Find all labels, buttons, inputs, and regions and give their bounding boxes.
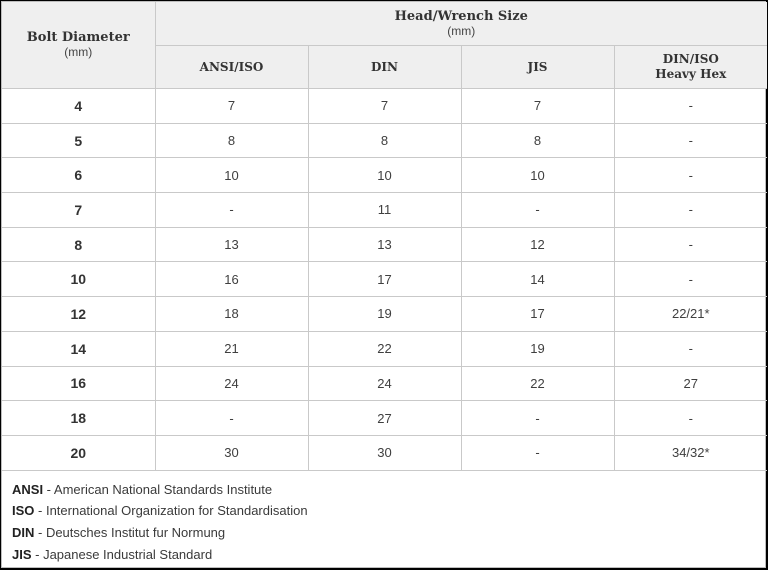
din-cell: 10 xyxy=(308,158,461,193)
din-iso-heavy-hex-cell: - xyxy=(614,227,767,262)
din-iso-heavy-hex-cell: - xyxy=(614,89,767,124)
ansi-iso-cell: 21 xyxy=(155,331,308,366)
jis-cell: - xyxy=(461,193,614,228)
legend-item xyxy=(12,522,755,544)
legend-definition: - International Organization for Standardisation xyxy=(34,503,308,519)
legend-definition: - Deutsches Institut fur Normung xyxy=(34,525,226,541)
ansi-iso-cell: 30 xyxy=(155,435,308,470)
din-cell: 22 xyxy=(308,331,461,366)
wrench-size-header xyxy=(155,2,767,46)
bolt-diameter-title: Bolt Diameter xyxy=(26,30,130,45)
legend-definition: - Japanese Industrial Standard xyxy=(31,546,213,562)
legend-abbreviation: JIS xyxy=(12,546,32,562)
jis-cell: - xyxy=(461,401,614,436)
din-cell: 24 xyxy=(308,366,461,401)
wrench-size-table xyxy=(2,2,767,471)
table-row xyxy=(2,366,767,401)
bolt-diameter-cell: 14 xyxy=(2,331,155,366)
din-cell: 30 xyxy=(308,435,461,470)
table-body xyxy=(2,89,767,471)
bolt-diameter-cell: 7 xyxy=(2,193,155,228)
table-row xyxy=(2,401,767,436)
col-header-din-iso-heavy-hex xyxy=(614,46,767,89)
col-header-ansi-iso: ANSI/ISO xyxy=(155,46,308,89)
din-cell: 13 xyxy=(308,227,461,262)
col-header-jis: JIS xyxy=(461,46,614,89)
jis-cell: 10 xyxy=(461,158,614,193)
bolt-diameter-cell: 16 xyxy=(2,366,155,401)
jis-cell: 19 xyxy=(461,331,614,366)
bolt-diameter-cell: 4 xyxy=(2,89,155,124)
bolt-diameter-cell: 6 xyxy=(2,158,155,193)
din-iso-heavy-hex-cell: - xyxy=(614,158,767,193)
bolt-diameter-header xyxy=(2,2,155,89)
wrench-size-title: Head/Wrench Size xyxy=(394,8,528,24)
col-header-din: DIN xyxy=(308,46,461,89)
legend-item xyxy=(12,500,755,522)
legend-abbreviation: DIN xyxy=(12,525,35,541)
bolt-diameter-cell: 20 xyxy=(2,435,155,470)
bolt-wrench-size-chart xyxy=(1,1,766,568)
jis-cell: - xyxy=(461,435,614,470)
legend-definition: - American National Standards Institute xyxy=(43,481,273,497)
din-cell: 11 xyxy=(308,193,461,228)
table-row xyxy=(2,158,767,193)
jis-cell: 22 xyxy=(461,366,614,401)
bolt-diameter-cell: 12 xyxy=(2,297,155,332)
ansi-iso-cell: 8 xyxy=(155,123,308,158)
bolt-diameter-cell: 8 xyxy=(2,227,155,262)
table-row xyxy=(2,227,767,262)
table-row xyxy=(2,331,767,366)
bolt-diameter-unit: (mm) xyxy=(64,45,93,59)
din-cell: 19 xyxy=(308,297,461,332)
legend-abbreviation: ANSI xyxy=(12,481,44,497)
abbreviation-legend xyxy=(2,471,765,566)
din-iso-heavy-hex-cell: - xyxy=(614,123,767,158)
bolt-diameter-cell: 18 xyxy=(2,401,155,436)
jis-cell: 7 xyxy=(461,89,614,124)
ansi-iso-cell: - xyxy=(155,401,308,436)
wrench-size-unit: (mm) xyxy=(447,23,476,38)
legend-item xyxy=(12,479,755,501)
din-cell: 17 xyxy=(308,262,461,297)
ansi-iso-cell: 18 xyxy=(155,297,308,332)
table-row xyxy=(2,193,767,228)
jis-cell: 14 xyxy=(461,262,614,297)
bolt-diameter-cell: 5 xyxy=(2,123,155,158)
table-row xyxy=(2,89,767,124)
ansi-iso-cell: 13 xyxy=(155,227,308,262)
din-cell: 27 xyxy=(308,401,461,436)
din-iso-heavy-hex-cell: - xyxy=(614,401,767,436)
din-cell: 8 xyxy=(308,123,461,158)
din-iso-heavy-hex-cell: 27 xyxy=(614,366,767,401)
din-cell: 7 xyxy=(308,89,461,124)
col-header-heavy-hex: Heavy Hex xyxy=(655,67,727,81)
din-iso-heavy-hex-cell: - xyxy=(614,262,767,297)
table-row xyxy=(2,435,767,470)
din-iso-heavy-hex-cell: - xyxy=(614,331,767,366)
table-row xyxy=(2,262,767,297)
jis-cell: 12 xyxy=(461,227,614,262)
table-row xyxy=(2,297,767,332)
legend-abbreviation: ISO xyxy=(12,503,35,519)
col-header-din-iso: DIN/ISO xyxy=(662,52,719,66)
jis-cell: 17 xyxy=(461,297,614,332)
din-iso-heavy-hex-cell: - xyxy=(614,193,767,228)
jis-cell: 8 xyxy=(461,123,614,158)
bolt-diameter-cell: 10 xyxy=(2,262,155,297)
ansi-iso-cell: - xyxy=(155,193,308,228)
ansi-iso-cell: 16 xyxy=(155,262,308,297)
ansi-iso-cell: 24 xyxy=(155,366,308,401)
ansi-iso-cell: 7 xyxy=(155,89,308,124)
legend-item xyxy=(12,544,755,566)
din-iso-heavy-hex-cell: 22/21* xyxy=(614,297,767,332)
din-iso-heavy-hex-cell: 34/32* xyxy=(614,435,767,470)
ansi-iso-cell: 10 xyxy=(155,158,308,193)
table-row xyxy=(2,123,767,158)
